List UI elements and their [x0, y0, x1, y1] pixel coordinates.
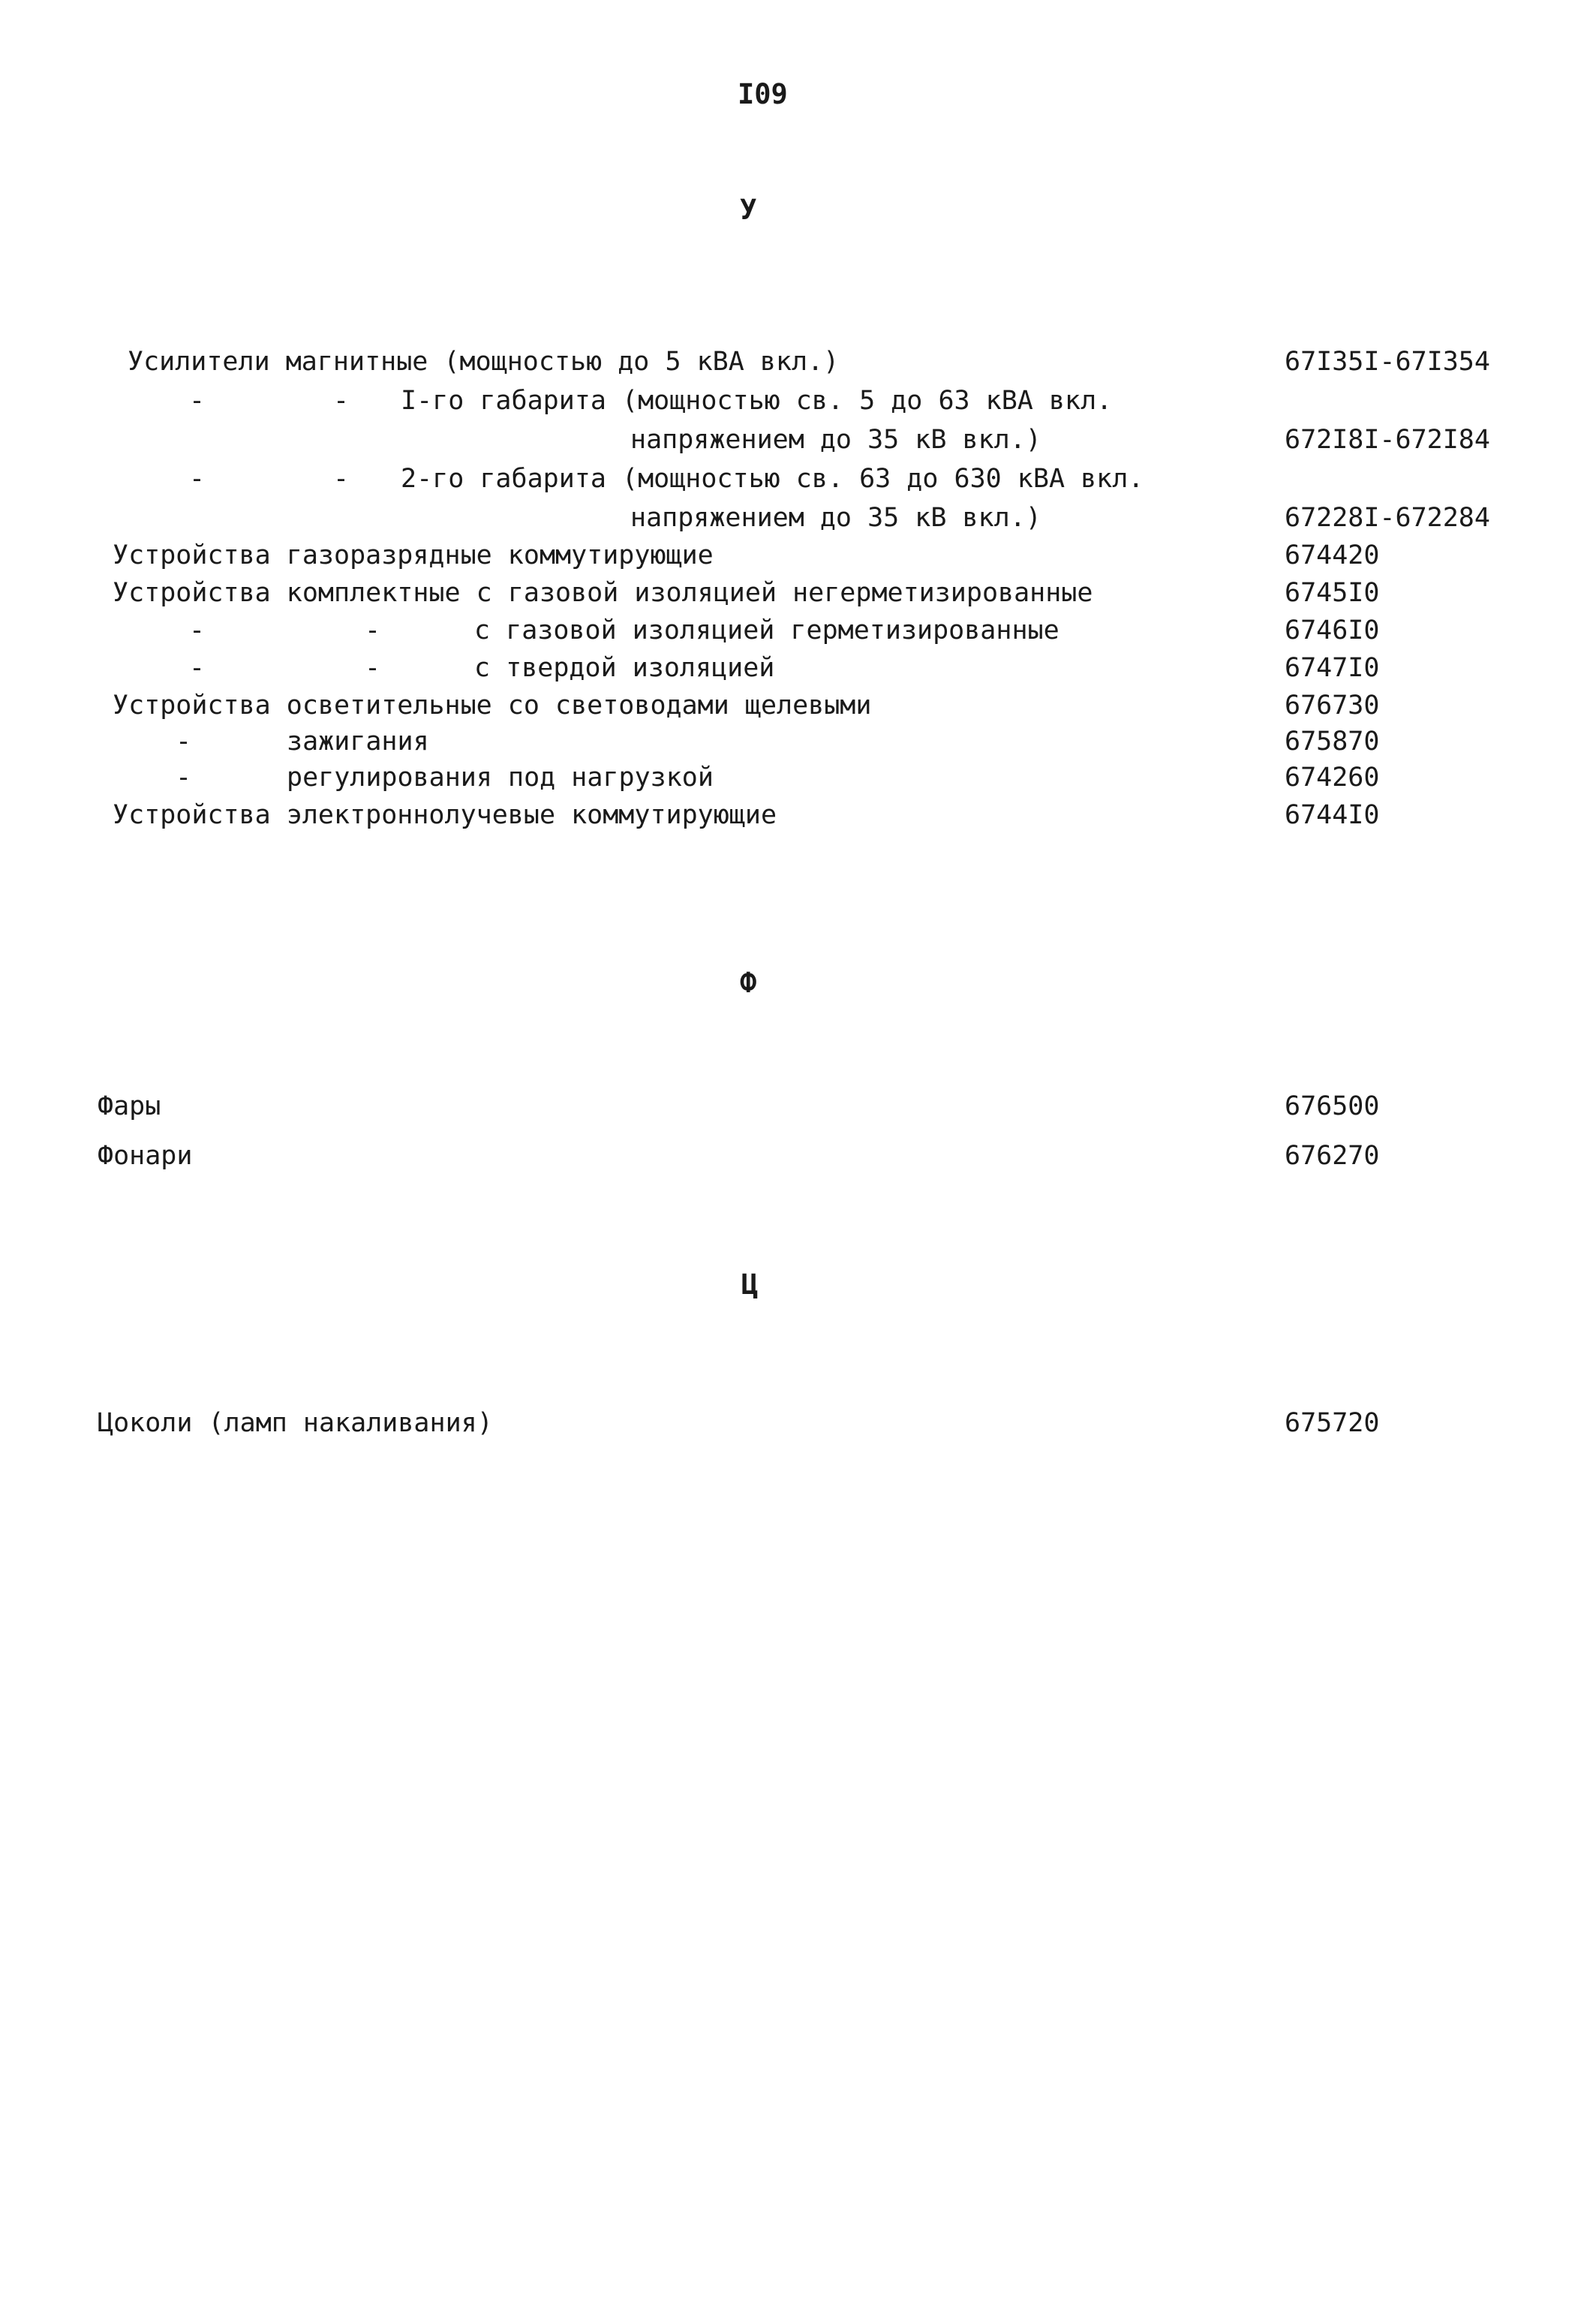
- entry-dash: -: [176, 763, 192, 793]
- entry-code: 675720: [1285, 1408, 1380, 1438]
- entry-code: 676500: [1285, 1091, 1380, 1121]
- entry-dash: -: [333, 386, 350, 416]
- section-letter: Ф: [740, 967, 757, 999]
- entry-text: I-го габарита (мощностью св. 5 до 63 кВА вкл.: [401, 386, 1113, 416]
- entry-dash: -: [365, 615, 381, 645]
- entry-text-continuation: напряжением до 35 кВ вкл.): [630, 425, 1041, 455]
- entry-text: регулирования под нагрузкой: [287, 763, 714, 793]
- section-letter: У: [740, 194, 757, 226]
- entry-code: 6744I0: [1285, 800, 1380, 830]
- entry-text: Устройства электроннолучевые коммутирующие: [113, 800, 777, 830]
- entry-text: Устройства газоразрядные коммутирующие: [113, 540, 714, 570]
- entry-code: 6747I0: [1285, 653, 1380, 683]
- entry-text: Фонари: [98, 1141, 193, 1171]
- entry-text: зажигания: [287, 727, 429, 757]
- entry-dash: -: [176, 727, 192, 757]
- page-number: I09: [738, 78, 788, 110]
- entry-text: Цоколи (ламп накаливания): [98, 1408, 493, 1438]
- entry-text: 2-го габарита (мощностью св. 63 до 630 кВА вкл.: [401, 464, 1144, 494]
- entry-code: 6745I0: [1285, 578, 1380, 608]
- entry-code: 67228I-672284: [1285, 503, 1490, 533]
- entry-code: 672I8I-672I84: [1285, 425, 1490, 455]
- entry-text: с твердой изоляцией: [474, 653, 775, 683]
- entry-code: 675870: [1285, 727, 1380, 757]
- entry-code: 676270: [1285, 1141, 1380, 1171]
- entry-dash: -: [189, 464, 206, 494]
- entry-code: 676730: [1285, 691, 1380, 721]
- entry-dash: -: [189, 615, 206, 645]
- entry-text: с газовой изоляцией герметизированные: [474, 615, 1059, 645]
- entry-code: 674420: [1285, 540, 1380, 570]
- entry-text: Устройства комплектные с газовой изоляцией негерметизированные: [113, 578, 1093, 608]
- entry-code: 67I35I-67I354: [1285, 347, 1490, 377]
- entry-text: Усилители магнитные (мощностью до 5 кВА вкл.): [128, 347, 840, 377]
- entry-text: Фары: [98, 1091, 161, 1121]
- entry-text-continuation: напряжением до 35 кВ вкл.): [630, 503, 1041, 533]
- entry-code: 6746I0: [1285, 615, 1380, 645]
- entry-text: Устройства осветительные со световодами щелевыми: [113, 691, 872, 721]
- entry-code: 674260: [1285, 763, 1380, 793]
- section-letter: Ц: [741, 1268, 759, 1301]
- entry-dash: -: [189, 653, 206, 683]
- entry-dash: -: [333, 464, 350, 494]
- entry-dash: -: [365, 653, 381, 683]
- entry-dash: -: [189, 386, 206, 416]
